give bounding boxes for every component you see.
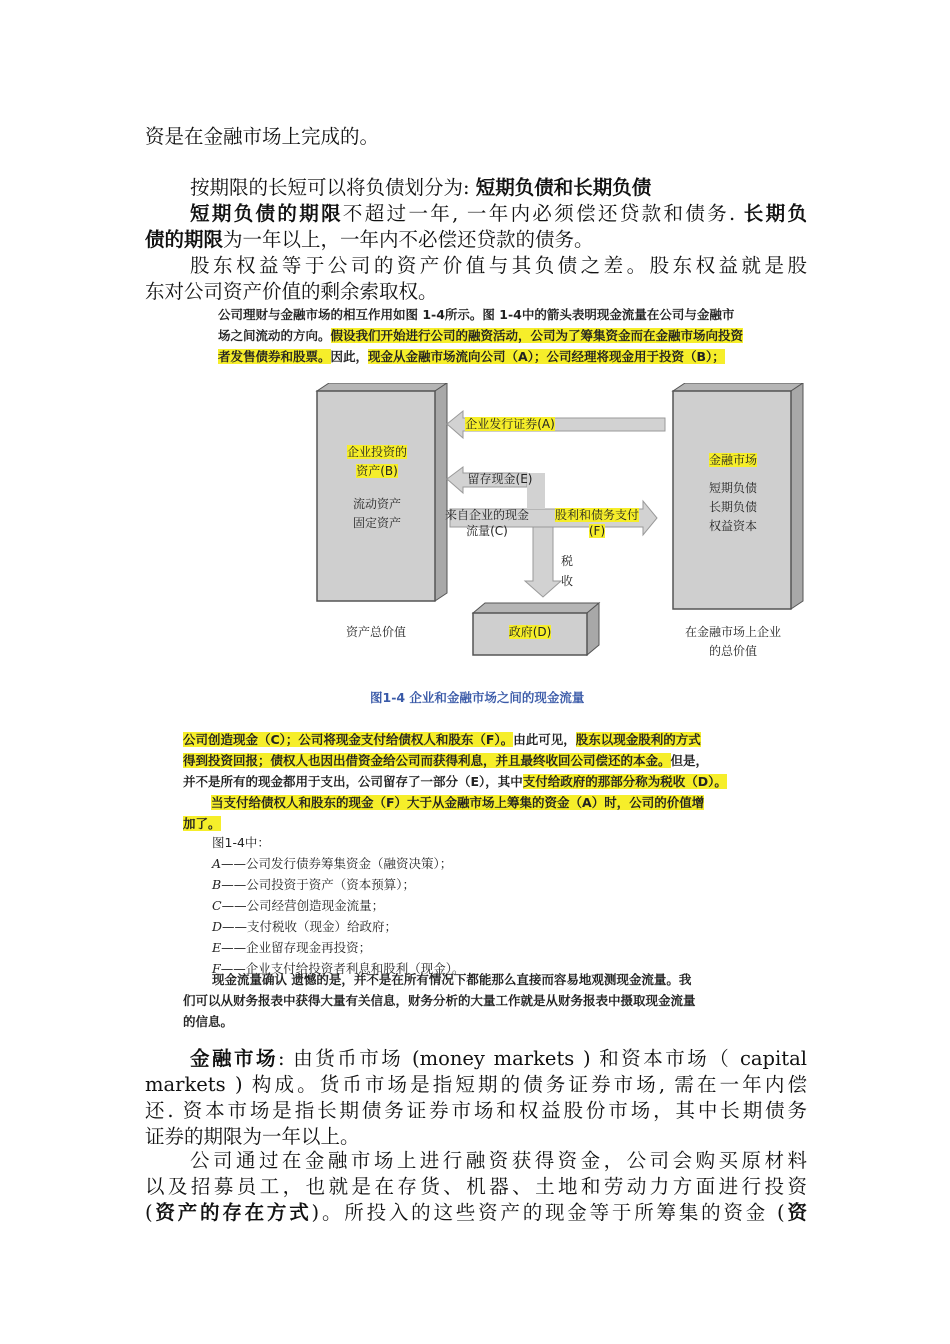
right-box-item: 权益资本 xyxy=(708,519,757,533)
right-box-item: 长期负债 xyxy=(708,500,757,514)
scan-highlight: 者发售债券和股票。 xyxy=(218,349,331,364)
scan-text: 场之间流动的方向。 xyxy=(218,328,331,343)
scan-highlight: 股东以现金股利的方式 xyxy=(575,732,701,747)
scan-highlight: 得到投资回报；债权人也因出借资金给公司而获得利息，并且最终收回公司偿还的本金。 xyxy=(183,753,671,768)
line: 还. 资本市场是指长期债务证券市场和权益股份市场，其中长期债务 xyxy=(145,1099,807,1122)
scan-text: 因此， xyxy=(330,349,369,364)
figure-caption: 图1-4 企业和金融市场之间的现金流量 xyxy=(370,690,585,705)
gov-label xyxy=(475,623,585,642)
legend-head: 图1-4中： xyxy=(212,835,270,850)
para-financial-market xyxy=(145,1046,807,1150)
cash-flow-note xyxy=(183,969,783,1032)
scan-highlight: 现金从金融市场流向公司（A）；公司经理将现金用于投资（B）； xyxy=(368,349,725,364)
line xyxy=(145,1046,807,1072)
arrow-f-text: (F) xyxy=(588,524,606,538)
figure-legend xyxy=(212,832,464,979)
para-debt-classification xyxy=(190,175,852,201)
arrow-c-label xyxy=(437,507,537,539)
para-continuation: 资是在金融市场上完成的。 xyxy=(145,125,380,148)
left-box-item: 固定资产 xyxy=(352,516,401,530)
tax-text: 收 xyxy=(560,574,573,588)
left-caption: 资产总价值 xyxy=(345,625,406,639)
bold-term: 资 xyxy=(784,1201,807,1224)
arrow-f-text: 股利和债务支付 xyxy=(554,508,639,522)
line xyxy=(145,227,807,253)
scan-highlight: 加了。 xyxy=(183,816,221,831)
arrow-a-label xyxy=(455,415,565,434)
text: : 由货币市场 (money markets ) 和资本市场（ capital xyxy=(278,1047,807,1070)
arrow-a-text: 企业发行证券(A) xyxy=(465,417,555,431)
arrow-e-label: 留存现金(E) xyxy=(467,472,533,486)
scan-highlight: 当支付给债权人和股东的现金（F）大于从金融市场上筹集的资金（A）时，公司的价值增 xyxy=(211,795,705,810)
right-caption-text: 在金融市场上企业 xyxy=(684,625,781,639)
line xyxy=(145,201,807,227)
cash-flow-diagram xyxy=(295,383,805,673)
legend-item: A——公司发行债券筹集资金（融资决策）； xyxy=(212,856,453,871)
arrow-c-text: 流量(C) xyxy=(466,524,508,538)
left-box-items xyxy=(325,495,429,533)
text: 不超过一年, 一年内必须偿还贷款和债务. xyxy=(342,202,744,225)
scan-highlight: 公司创造现金（C）；公司将现金支付给债权人和股东（F）。 xyxy=(183,732,514,747)
tax-text: 税 xyxy=(560,554,573,568)
left-box-title-2: 资产(B) xyxy=(356,464,398,478)
right-caption-text: 的总价值 xyxy=(708,644,757,658)
scan-highlight: 支付给政府的那部分称为税收（D）。 xyxy=(522,774,727,789)
bold-term: 短期负债的期限 xyxy=(190,202,343,225)
legend-item: F——企业支付给投资者利息和股利（现金）。 xyxy=(212,961,465,976)
para-text: 按期限的长短可以将负债划分为: xyxy=(190,176,476,199)
legend-item: B——公司投资于资产（资本预算）； xyxy=(212,877,415,892)
text: ( xyxy=(145,1201,153,1224)
left-box-title-1: 企业投资的 xyxy=(346,445,407,459)
right-box-title xyxy=(681,451,785,470)
scan-excerpt-1 xyxy=(218,304,808,367)
para-debt-terms xyxy=(145,201,807,253)
right-box-item: 短期负债 xyxy=(708,481,757,495)
line: 东对公司资产价值的剩余索取权。 xyxy=(145,280,438,303)
arrow-f-label xyxy=(547,507,647,539)
bold-term: 债的期限 xyxy=(145,228,224,251)
note-line: 们可以从财务报表中获得大量有关信息，财务分析的大量工作就是从财务报表中摄取现金流量 xyxy=(183,993,696,1008)
para-investment xyxy=(145,1148,807,1226)
scan-text: 并不是所有的现金都用于支出，公司留存了一部分（E），其中 xyxy=(183,774,523,789)
line: 证券的期限为一年以上。 xyxy=(145,1125,360,1148)
legend-item: C——公司经营创造现金流量； xyxy=(212,898,385,913)
bold-term: 长期负 xyxy=(743,202,807,225)
legend-item: E——企业留存现金再投资； xyxy=(212,940,372,955)
bold-term: 金融市场 xyxy=(190,1047,279,1070)
para-equity xyxy=(145,253,807,305)
left-box-item: 流动资产 xyxy=(352,497,401,511)
para-bold: 短期负债和长期负债 xyxy=(475,176,652,199)
right-box-title-text: 金融市场 xyxy=(708,453,757,467)
tax-label xyxy=(557,551,577,591)
bold-term: 资产的存在方式 xyxy=(152,1201,312,1224)
note-line: 现金流量确认 遗憾的是，并不是在所有情况下都能那么直接而容易地观测现金流量。我 xyxy=(212,972,692,987)
scan-text: 但是， xyxy=(670,753,709,768)
arrow-c-text: 来自企业的现金 xyxy=(444,508,529,522)
legend-item: D——支付税收（现金）给政府； xyxy=(212,919,398,934)
line: markets ) 构成。货币市场是指短期的债务证券市场, 需在一年内偿 xyxy=(145,1073,807,1096)
note-line: 的信息。 xyxy=(183,1014,234,1029)
line xyxy=(145,1200,807,1226)
scan-highlight: 假设我们开始进行公司的融资活动，公司为了筹集资金而在金融市场向投资 xyxy=(330,328,744,343)
line: 公司通过在金融市场上进行融资获得资金，公司会购买原材料 xyxy=(190,1149,807,1172)
scan-line: 公司理财与金融市场的相互作用如图 1-4所示。图 1-4中的箭头表明现金流量在公司与金融市 xyxy=(218,307,735,322)
gov-text: 政府(D) xyxy=(508,625,552,639)
scan-excerpt-2 xyxy=(183,729,783,834)
scan-text: 由此可见， xyxy=(513,732,576,747)
right-caption xyxy=(663,623,803,661)
right-box-items xyxy=(681,479,785,536)
line: 以及招募员工，也就是在存货、机器、土地和劳动力方面进行投资 xyxy=(145,1175,807,1198)
text: 为一年以上，一年内不必偿还贷款的债务。 xyxy=(223,228,594,251)
left-box-title xyxy=(325,443,429,481)
line: 股东权益等于公司的资产价值与其负债之差。股东权益就是股 xyxy=(190,254,807,277)
text: )。所投入的这些资产的现金等于所筹集的资金 ( xyxy=(311,1201,785,1224)
